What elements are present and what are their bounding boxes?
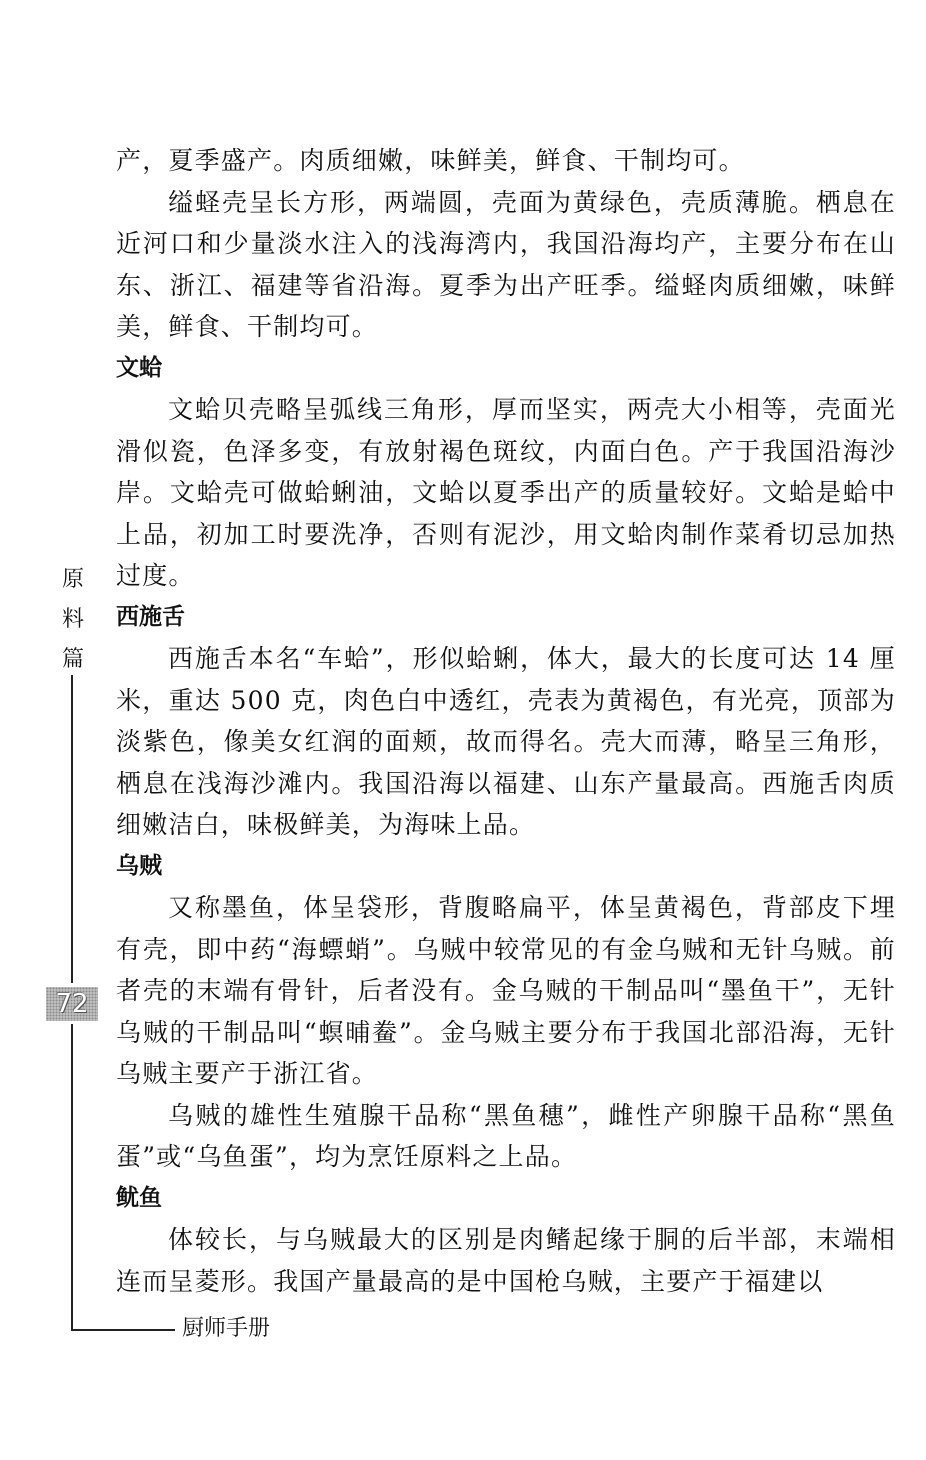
side-label-char: 原 <box>61 567 84 592</box>
side-label-char: 料 <box>61 607 84 632</box>
body-text <box>116 140 896 1302</box>
margin-rule <box>71 1024 73 1330</box>
paragraph: 又称墨鱼，体呈袋形，背腹略扁平，体呈黄褐色，背部皮下埋有壳，即中药“海螵蛸”。乌贼中较常见的有金乌贼和无针乌贼。前者壳的末端有骨针，后者没有。金乌贼的干制品叫“墨鱼干”，无针乌贼的干制品叫“螟晡鲞”。金乌贼主要分布于我国北部沿海，无针乌贼主要产于浙江省。 <box>116 893 896 1088</box>
footer-rule <box>71 1329 175 1331</box>
paragraph: 西施舌本名“车蛤”，形似蛤蜊，体大，最大的长度可达 14 厘米，重达 500 克，肉色白中透红，壳表为黄褐色，有光亮，顶部为淡紫色，像美女红润的面颊，故而得名。壳大而薄，略呈三角形，栖息在浅海沙滩内。我国沿海以福建、山东产量最高。西施舌肉质细嫩洁白，味极鲜美，为海味上品。 <box>116 644 896 839</box>
section-heading-youyu: 鱿鱼 <box>116 1184 162 1211</box>
section-heading-xishishe: 西施舌 <box>116 603 185 630</box>
side-label-char: 篇 <box>61 647 84 672</box>
paragraph: 体较长，与乌贼最大的区别是肉鳍起缘于胴的后半部，末端相连而呈菱形。我国产量最高的是中国枪乌贼，主要产于福建以 <box>116 1225 896 1296</box>
margin-rule <box>71 675 73 983</box>
paragraph: 乌贼的雄性生殖腺干品称“黑鱼穗”，雌性产卵腺干品称“黑鱼蛋”或“乌鱼蛋”，均为烹饪原料之上品。 <box>116 1100 896 1171</box>
side-section-label <box>57 560 89 680</box>
paragraph: 缢蛏壳呈长方形，两端圆，壳面为黄绿色，壳质薄脆。栖息在近河口和少量淡水注入的浅海湾内，我国沿海均产，主要分布在山东、浙江、福建等省沿海。夏季为出产旺季。缢蛏肉质细嫩，味鲜美，鲜食、干制均可。 <box>116 187 896 341</box>
paragraph: 文蛤贝壳略呈弧线三角形，厚而坚实，两壳大小相等，壳面光滑似瓷，色泽多变，有放射褐色斑纹，内面白色。产于我国沿海沙岸。文蛤壳可做蛤蜊油，文蛤以夏季出产的质量较好。文蛤是蛤中上品，初加工时要洗净，否则有泥沙，用文蛤肉制作菜肴切忌加热过度。 <box>116 395 896 590</box>
page-number: 72 <box>46 987 98 1021</box>
footer-book-title: 厨师手册 <box>182 1316 271 1341</box>
section-heading-wenge: 文蛤 <box>116 354 162 381</box>
section-heading-wuzei: 乌贼 <box>116 852 162 879</box>
paragraph: 产，夏季盛产。肉质细嫩，味鲜美，鲜食、干制均可。 <box>116 146 745 175</box>
